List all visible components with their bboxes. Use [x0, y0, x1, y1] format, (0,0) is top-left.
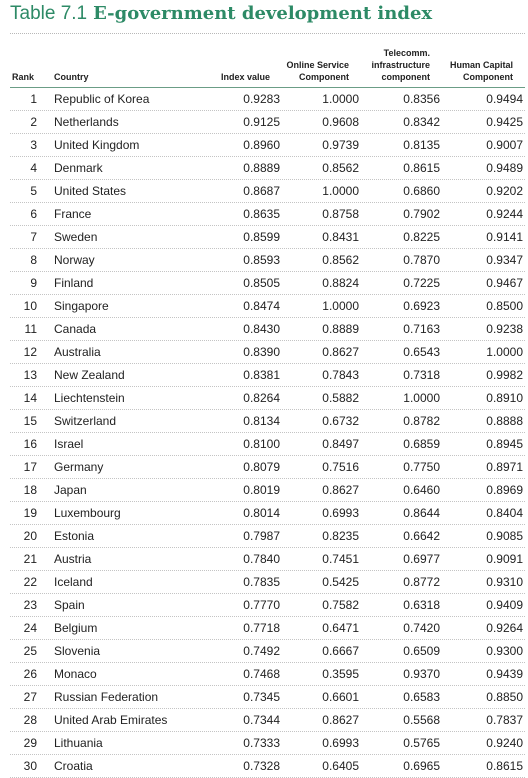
- cell-human-capital: 0.9494: [486, 92, 523, 106]
- table-row: [10, 640, 525, 663]
- cell-country: New Zealand: [54, 368, 125, 382]
- table-row: [10, 571, 525, 594]
- header-telecomm-line3: component: [381, 72, 430, 82]
- cell-country: Slovenia: [54, 644, 101, 658]
- cell-country: Liechtenstein: [54, 391, 125, 405]
- table-row: [10, 364, 525, 387]
- cell-human-capital: 0.9347: [486, 253, 523, 267]
- cell-human-capital: 0.7837: [486, 713, 523, 727]
- cell-country: France: [54, 207, 92, 221]
- header-online-service-line1: Online Service: [286, 60, 349, 70]
- cell-online-service: 0.9608: [322, 115, 359, 129]
- cell-country: Netherlands: [54, 115, 119, 129]
- cell-index-value: 0.8430: [243, 322, 280, 336]
- header-country: Country: [54, 72, 89, 82]
- cell-telecomm: 0.9370: [403, 667, 440, 681]
- cell-country: Monaco: [54, 667, 97, 681]
- table-row: [10, 617, 525, 640]
- cell-index-value: 0.8079: [243, 460, 280, 474]
- header-index-value: Index value: [220, 72, 270, 82]
- cell-country: United Kingdom: [54, 138, 140, 152]
- table-row: [10, 410, 525, 433]
- cell-country: Russian Federation: [54, 690, 159, 704]
- table-row: [10, 272, 525, 295]
- cell-human-capital: 0.8500: [486, 299, 523, 313]
- cell-online-service: 0.8627: [322, 483, 359, 497]
- cell-rank: 17: [23, 460, 37, 474]
- cell-country: Belgium: [54, 621, 98, 635]
- cell-country: Switzerland: [54, 414, 117, 428]
- cell-rank: 4: [30, 161, 37, 175]
- cell-human-capital: 0.9141: [486, 230, 523, 244]
- title-divider: [10, 33, 525, 34]
- cell-index-value: 0.7333: [243, 736, 280, 750]
- cell-rank: 24: [23, 621, 37, 635]
- cell-human-capital: 0.8971: [486, 460, 523, 474]
- cell-rank: 6: [30, 207, 37, 221]
- cell-country: Singapore: [54, 299, 109, 313]
- cell-telecomm: 0.5568: [403, 713, 440, 727]
- header-telecomm: [371, 47, 430, 83]
- cell-index-value: 0.8505: [243, 276, 280, 290]
- table-row: [10, 732, 525, 755]
- cell-human-capital: 0.9300: [486, 644, 523, 658]
- cell-country: Iceland: [54, 575, 93, 589]
- cell-index-value: 0.7840: [243, 552, 280, 566]
- cell-country: Lithuania: [54, 736, 103, 750]
- cell-rank: 5: [30, 184, 37, 198]
- cell-rank: 28: [23, 713, 37, 727]
- cell-index-value: 0.7492: [243, 644, 280, 658]
- cell-telecomm: 0.6642: [403, 529, 440, 543]
- cell-index-value: 0.8593: [243, 253, 280, 267]
- cell-online-service: 0.8627: [322, 345, 359, 359]
- cell-online-service: 0.6405: [322, 759, 359, 773]
- cell-country: Norway: [54, 253, 95, 267]
- cell-country: Sweden: [54, 230, 98, 244]
- cell-human-capital: 0.9425: [486, 115, 523, 129]
- cell-online-service: 0.6732: [322, 414, 359, 428]
- cell-rank: 9: [30, 276, 37, 290]
- cell-telecomm: 0.7225: [403, 276, 440, 290]
- table-row: [10, 88, 525, 111]
- table-row: [10, 341, 525, 364]
- cell-telecomm: 0.8225: [403, 230, 440, 244]
- cell-online-service: 0.6993: [322, 736, 359, 750]
- cell-index-value: 0.8889: [243, 161, 280, 175]
- cell-human-capital: 0.9264: [486, 621, 523, 635]
- cell-index-value: 0.9125: [243, 115, 280, 129]
- table-row: [10, 709, 525, 732]
- cell-index-value: 0.8381: [243, 368, 280, 382]
- table-row: [10, 295, 525, 318]
- cell-rank: 2: [30, 115, 37, 129]
- header-telecomm-line2: infrastructure: [371, 60, 430, 70]
- table-row: [10, 479, 525, 502]
- cell-human-capital: 0.9238: [486, 322, 523, 336]
- cell-online-service: 0.5425: [322, 575, 359, 589]
- cell-human-capital: 0.9240: [486, 736, 523, 750]
- cell-country: United States: [54, 184, 127, 198]
- cell-index-value: 0.8635: [243, 207, 280, 221]
- table-body: [10, 88, 525, 778]
- cell-telecomm: 0.8342: [403, 115, 440, 129]
- cell-rank: 26: [23, 667, 37, 681]
- cell-rank: 3: [30, 138, 37, 152]
- cell-online-service: 0.6993: [322, 506, 359, 520]
- cell-online-service: 0.7582: [322, 598, 359, 612]
- cell-rank: 23: [23, 598, 37, 612]
- cell-country: Austria: [54, 552, 92, 566]
- table-title-text: E-government development index: [93, 3, 433, 24]
- cell-online-service: 0.8562: [322, 161, 359, 175]
- table-row: [10, 525, 525, 548]
- cell-rank: 20: [23, 529, 37, 543]
- cell-online-service: 0.6601: [322, 690, 359, 704]
- table-row: [10, 180, 525, 203]
- cell-rank: 19: [23, 506, 37, 520]
- cell-human-capital: 0.9409: [486, 598, 523, 612]
- cell-index-value: 0.9283: [243, 92, 280, 106]
- table-row: [10, 134, 525, 157]
- cell-country: Canada: [54, 322, 97, 336]
- cell-index-value: 0.7345: [243, 690, 280, 704]
- cell-index-value: 0.8014: [243, 506, 280, 520]
- cell-telecomm: 0.6583: [403, 690, 440, 704]
- cell-index-value: 0.8019: [243, 483, 280, 497]
- cell-online-service: 0.8235: [322, 529, 359, 543]
- cell-index-value: 0.7344: [243, 713, 280, 727]
- cell-human-capital: 0.8850: [486, 690, 523, 704]
- cell-telecomm: 0.7870: [403, 253, 440, 267]
- header-telecomm-line1: Telecomm.: [383, 48, 430, 58]
- cell-rank: 1: [30, 92, 37, 106]
- cell-telecomm: 1.0000: [403, 391, 440, 405]
- table-row: [10, 433, 525, 456]
- cell-index-value: 0.8687: [243, 184, 280, 198]
- cell-rank: 14: [23, 391, 37, 405]
- cell-online-service: 0.8824: [322, 276, 359, 290]
- cell-telecomm: 0.6509: [403, 644, 440, 658]
- cell-rank: 13: [23, 368, 37, 382]
- cell-telecomm: 0.7163: [403, 322, 440, 336]
- cell-human-capital: 0.9007: [486, 138, 523, 152]
- cell-online-service: 0.7516: [322, 460, 359, 474]
- table-row: [10, 548, 525, 571]
- cell-telecomm: 0.8644: [403, 506, 440, 520]
- cell-online-service: 0.7451: [322, 552, 359, 566]
- cell-telecomm: 0.8135: [403, 138, 440, 152]
- cell-rank: 22: [23, 575, 37, 589]
- cell-online-service: 1.0000: [322, 92, 359, 106]
- cell-telecomm: 0.8615: [403, 161, 440, 175]
- cell-online-service: 0.9739: [322, 138, 359, 152]
- cell-country: Republic of Korea: [54, 92, 150, 106]
- cell-online-service: 0.6471: [322, 621, 359, 635]
- cell-rank: 11: [24, 322, 37, 336]
- cell-rank: 21: [23, 552, 37, 566]
- header-rank: Rank: [12, 72, 35, 82]
- table-row: [10, 157, 525, 180]
- cell-rank: 29: [23, 736, 37, 750]
- cell-telecomm: 0.8356: [403, 92, 440, 106]
- cell-rank: 10: [23, 299, 37, 313]
- cell-telecomm: 0.6965: [403, 759, 440, 773]
- header-human-capital-line2: Component: [463, 72, 513, 82]
- table-row: [10, 111, 525, 134]
- cell-index-value: 0.7987: [243, 529, 280, 543]
- header-online-service: [286, 59, 349, 83]
- cell-country: Germany: [54, 460, 104, 474]
- table-row: [10, 686, 525, 709]
- table-row: [10, 755, 525, 778]
- cell-country: Denmark: [54, 161, 103, 175]
- table-row: [10, 249, 525, 272]
- cell-country: Luxembourg: [54, 506, 121, 520]
- cell-index-value: 0.8474: [243, 299, 280, 313]
- cell-index-value: 0.7468: [243, 667, 280, 681]
- cell-index-value: 0.8264: [243, 391, 280, 405]
- cell-index-value: 0.8134: [243, 414, 280, 428]
- cell-telecomm: 0.6460: [403, 483, 440, 497]
- cell-index-value: 0.7835: [243, 575, 280, 589]
- table-row: [10, 594, 525, 617]
- cell-online-service: 0.6667: [322, 644, 359, 658]
- cell-rank: 25: [23, 644, 37, 658]
- cell-country: Estonia: [54, 529, 95, 543]
- cell-human-capital: 0.8945: [486, 437, 523, 451]
- cell-online-service: 0.5882: [322, 391, 359, 405]
- table-row: [10, 663, 525, 686]
- cell-telecomm: 0.6543: [403, 345, 440, 359]
- cell-country: United Arab Emirates: [54, 713, 168, 727]
- cell-rank: 18: [23, 483, 37, 497]
- cell-human-capital: 0.8404: [486, 506, 523, 520]
- cell-country: Croatia: [54, 759, 93, 773]
- cell-online-service: 1.0000: [322, 299, 359, 313]
- header-online-service-line2: Component: [299, 72, 349, 82]
- cell-online-service: 1.0000: [322, 184, 359, 198]
- cell-online-service: 0.8431: [322, 230, 359, 244]
- cell-telecomm: 0.6859: [403, 437, 440, 451]
- cell-online-service: 0.8562: [322, 253, 359, 267]
- cell-index-value: 0.7718: [243, 621, 280, 635]
- cell-rank: 12: [23, 345, 37, 359]
- cell-country: Australia: [54, 345, 101, 359]
- cell-telecomm: 0.7420: [403, 621, 440, 635]
- cell-telecomm: 0.8772: [403, 575, 440, 589]
- cell-human-capital: 0.8969: [486, 483, 523, 497]
- cell-human-capital: 0.9091: [486, 552, 523, 566]
- cell-country: Spain: [54, 598, 85, 612]
- cell-human-capital: 0.9467: [486, 276, 523, 290]
- cell-country: Finland: [54, 276, 94, 290]
- cell-telecomm: 0.7750: [403, 460, 440, 474]
- cell-index-value: 0.8100: [243, 437, 280, 451]
- table-row: [10, 387, 525, 410]
- cell-country: Japan: [54, 483, 87, 497]
- cell-human-capital: 0.9085: [486, 529, 523, 543]
- cell-rank: 15: [23, 414, 37, 428]
- cell-telecomm: 0.7902: [403, 207, 440, 221]
- cell-human-capital: 0.9489: [486, 161, 523, 175]
- cell-rank: 7: [30, 230, 37, 244]
- cell-human-capital: 0.9982: [486, 368, 523, 382]
- cell-telecomm: 0.6977: [403, 552, 440, 566]
- cell-index-value: 0.8599: [243, 230, 280, 244]
- cell-human-capital: 0.8615: [486, 759, 523, 773]
- cell-online-service: 0.8889: [322, 322, 359, 336]
- cell-telecomm: 0.6860: [403, 184, 440, 198]
- cell-human-capital: 0.8888: [486, 414, 523, 428]
- cell-country: Israel: [54, 437, 84, 451]
- cell-telecomm: 0.8782: [403, 414, 440, 428]
- cell-online-service: 0.8627: [322, 713, 359, 727]
- cell-rank: 16: [23, 437, 37, 451]
- table-number: Table 7.1: [10, 3, 88, 24]
- table-row: [10, 226, 525, 249]
- cell-index-value: 0.7328: [243, 759, 280, 773]
- cell-telecomm: 0.6318: [403, 598, 440, 612]
- cell-online-service: 0.7843: [322, 368, 359, 382]
- table-row: [10, 456, 525, 479]
- cell-human-capital: 0.9244: [486, 207, 523, 221]
- cell-telecomm: 0.5765: [403, 736, 440, 750]
- cell-rank: 8: [30, 253, 37, 267]
- header-human-capital: [450, 59, 513, 83]
- cell-index-value: 0.8960: [243, 138, 280, 152]
- cell-online-service: 0.8497: [322, 437, 359, 451]
- table-row: [10, 502, 525, 525]
- table-title: [10, 1, 432, 27]
- cell-online-service: 0.3595: [322, 667, 359, 681]
- cell-telecomm: 0.6923: [403, 299, 440, 313]
- cell-online-service: 0.8758: [322, 207, 359, 221]
- table-row: [10, 203, 525, 226]
- cell-telecomm: 0.7318: [403, 368, 440, 382]
- header-human-capital-line1: Human Capital: [449, 60, 513, 70]
- cell-human-capital: 0.9202: [486, 184, 523, 198]
- table-row: [10, 318, 525, 341]
- cell-human-capital: 0.9310: [486, 575, 523, 589]
- cell-human-capital: 1.0000: [486, 345, 523, 359]
- cell-index-value: 0.7770: [243, 598, 280, 612]
- cell-rank: 30: [23, 759, 37, 773]
- cell-human-capital: 0.8910: [486, 391, 523, 405]
- cell-rank: 27: [23, 690, 37, 704]
- cell-human-capital: 0.9439: [486, 667, 523, 681]
- cell-index-value: 0.8390: [243, 345, 280, 359]
